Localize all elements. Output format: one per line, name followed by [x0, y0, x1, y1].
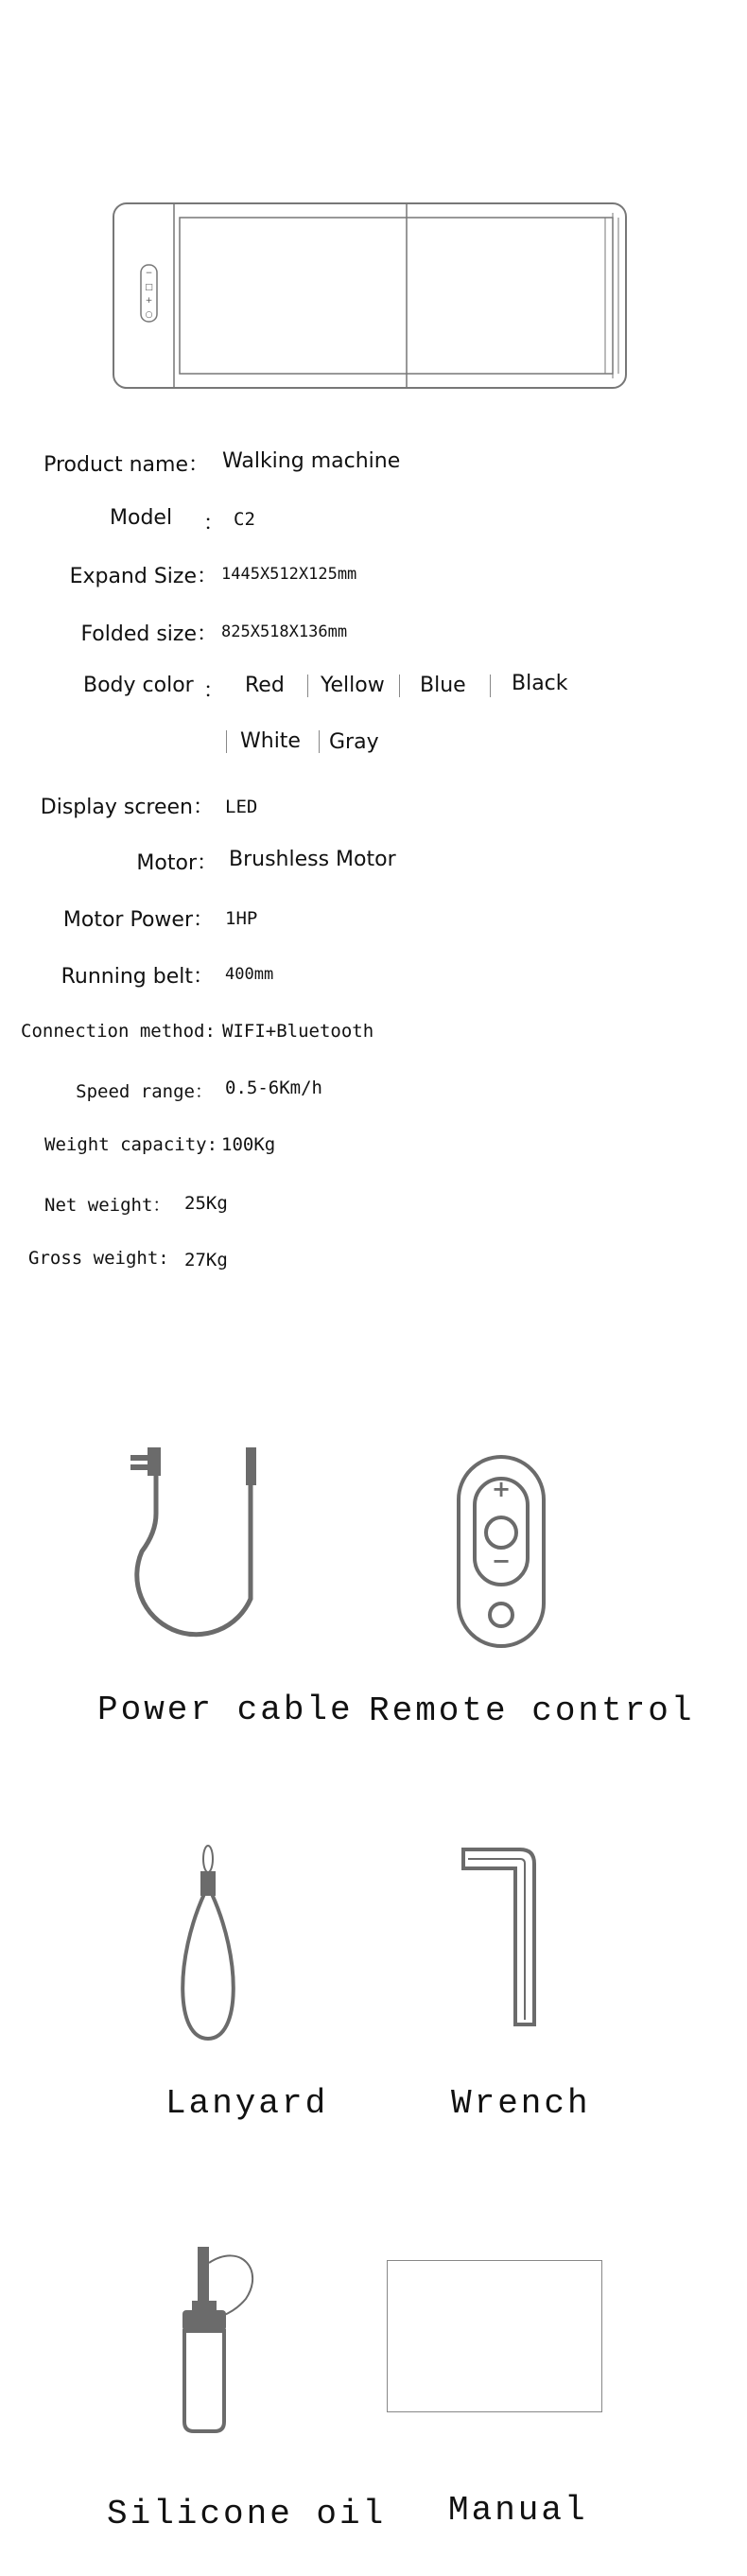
spec-label-net-weight: Net weight： [44, 1195, 171, 1216]
spec-label-connection-method: Connection method: [21, 1021, 216, 1042]
panel-plus-icon: + [145, 296, 153, 307]
color-separator [490, 675, 491, 697]
silicone-oil-icon [165, 2242, 279, 2441]
color-blue: Blue [420, 674, 466, 697]
remote-minus-icon: − [491, 1548, 512, 1574]
color-gray: Gray [329, 730, 379, 754]
spec-value-expand-size: 1445X512X125mm [221, 565, 357, 584]
spec-label-folded-size: Folded size： [80, 622, 217, 646]
spec-value-motor: Brushless Motor [229, 848, 396, 871]
panel-minus-icon: − [145, 269, 153, 278]
spec-label-weight-capacity: Weight capacity: [44, 1134, 218, 1155]
color-separator [399, 675, 400, 697]
spec-label-motor: Motor： [136, 851, 217, 875]
spec-value-speed-range: 0.5-6Km/h [225, 1078, 322, 1098]
spec-value-running-belt: 400mm [225, 965, 274, 984]
spec-colon-body-color: ： [203, 679, 225, 703]
spec-label-product-name: Product name： [43, 453, 209, 477]
accessory-caption-manual: Manual [448, 2491, 588, 2530]
accessory-caption-remote-control: Remote control [369, 1691, 695, 1730]
spec-label-motor-power: Motor Power： [62, 908, 214, 932]
panel-circle-icon: ○ [145, 309, 153, 320]
accessory-caption-power-cable: Power cable [97, 1691, 354, 1729]
lanyard-icon [170, 1845, 246, 2043]
walking-machine-drawing [0, 0, 747, 284]
color-yellow: Yellow [321, 674, 385, 697]
remote-plus-icon: + [491, 1476, 512, 1502]
accessory-caption-silicone-oil: Silicone oil [107, 2495, 387, 2533]
color-black: Black [512, 672, 568, 695]
manual-icon [387, 2260, 602, 2412]
spec-label-running-belt: Running belt： [61, 965, 214, 989]
spec-value-net-weight: 25Kg [184, 1193, 228, 1214]
spec-value-model: C2 [234, 509, 255, 530]
spec-label-display-screen: Display screen： [40, 796, 214, 819]
spec-label-gross-weight: Gross weight: [28, 1248, 169, 1269]
spec-colon-model: ： [203, 512, 225, 535]
spec-value-folded-size: 825X518X136mm [221, 622, 348, 641]
spec-value-weight-capacity: 100Kg [221, 1134, 276, 1155]
accessory-caption-lanyard: Lanyard [165, 2084, 329, 2123]
power-cable-icon [113, 1447, 265, 1665]
spec-value-display-screen: LED [225, 797, 258, 817]
spec-label-speed-range: Speed range： [76, 1081, 213, 1102]
color-separator [307, 675, 308, 697]
spec-value-gross-weight: 27Kg [184, 1250, 228, 1270]
color-separator [226, 730, 227, 753]
color-white: White [240, 729, 301, 753]
panel-square-icon: □ [145, 282, 153, 292]
control-panel-buttons [143, 268, 155, 321]
spec-value-motor-power: 1HP [225, 908, 258, 929]
color-red: Red [245, 674, 285, 697]
spec-value-product-name: Walking machine [222, 449, 401, 473]
remote-buttons [487, 1477, 515, 1581]
color-separator [319, 730, 320, 753]
spec-label-body-color: Body color [83, 674, 194, 697]
accessory-caption-wrench: Wrench [451, 2084, 591, 2123]
spec-value-connection-method: WIFI+Bluetooth [222, 1021, 374, 1042]
spec-label-expand-size: Expand Size： [69, 565, 217, 588]
spec-label-model: Model [110, 506, 173, 530]
wrench-icon [459, 1845, 544, 2034]
